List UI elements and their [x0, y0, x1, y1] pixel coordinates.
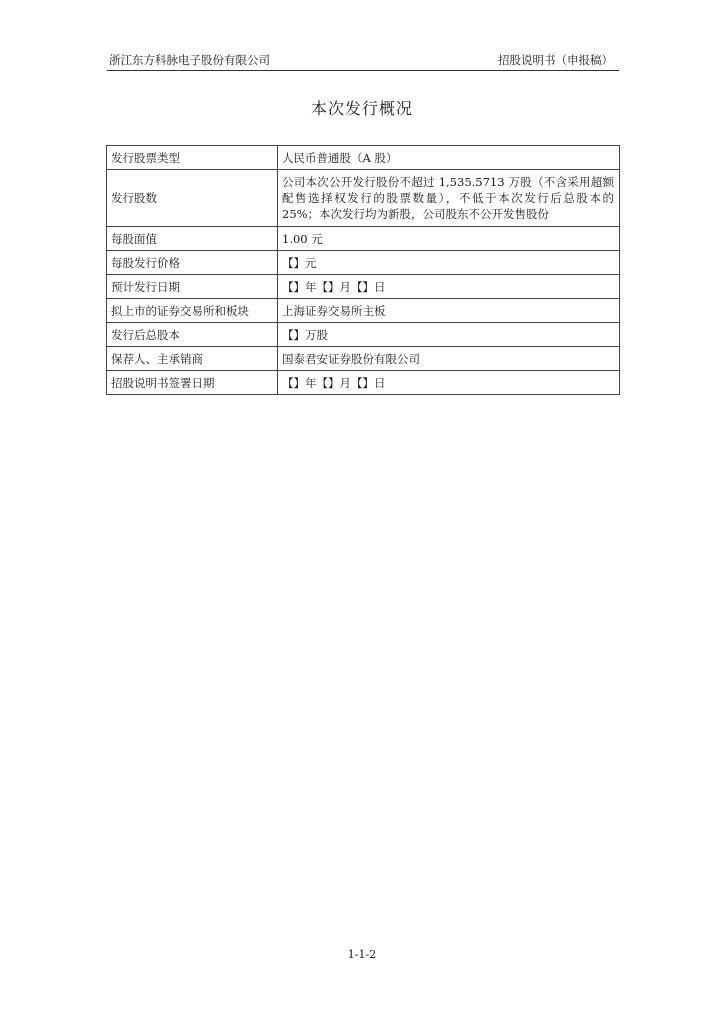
table-row [107, 299, 620, 323]
table-row [107, 227, 620, 251]
page-number: 1-1-2 [347, 948, 377, 961]
row-value: 【】年【】月【】日 [278, 371, 620, 395]
table-row [107, 371, 620, 395]
row-label: 保荐人、主承销商 [107, 347, 278, 371]
row-label: 每股面值 [107, 227, 278, 251]
header-company-name: 浙江东方科脉电子股份有限公司 [109, 53, 270, 67]
table-row [107, 347, 620, 371]
header-document-type: 招股说明书（申报稿） [498, 53, 613, 67]
row-value: 【】年【】月【】日 [278, 275, 620, 299]
row-label: 预计发行日期 [107, 275, 278, 299]
table-row [107, 275, 620, 299]
row-value: 公司本次公开发行股份不超过 1,535.5713 万股（不含采用超额配售选择权发行的股票数量），不低于本次发行后总股本的 25%；本次发行均为新股，公司股东不公开发售股份 [278, 170, 620, 227]
page-header [107, 52, 619, 71]
row-value: 1.00 元 [278, 227, 620, 251]
row-label: 发行后总股本 [107, 323, 278, 347]
table-row [107, 251, 620, 275]
row-value: 【】元 [278, 251, 620, 275]
row-label: 发行股数 [107, 170, 278, 227]
table-row [107, 170, 620, 227]
table-row [107, 146, 620, 170]
row-value: 【】万股 [278, 323, 620, 347]
page-title: 本次发行概况 [310, 99, 413, 118]
row-label: 发行股票类型 [107, 146, 278, 170]
row-label: 每股发行价格 [107, 251, 278, 275]
offering-summary-table [106, 145, 620, 395]
row-value: 国泰君安证券股份有限公司 [278, 347, 620, 371]
row-label: 招股说明书签署日期 [107, 371, 278, 395]
row-label: 拟上市的证券交易所和板块 [107, 299, 278, 323]
table-row [107, 323, 620, 347]
row-value: 上海证券交易所主板 [278, 299, 620, 323]
row-value: 人民币普通股（A 股） [278, 146, 620, 170]
